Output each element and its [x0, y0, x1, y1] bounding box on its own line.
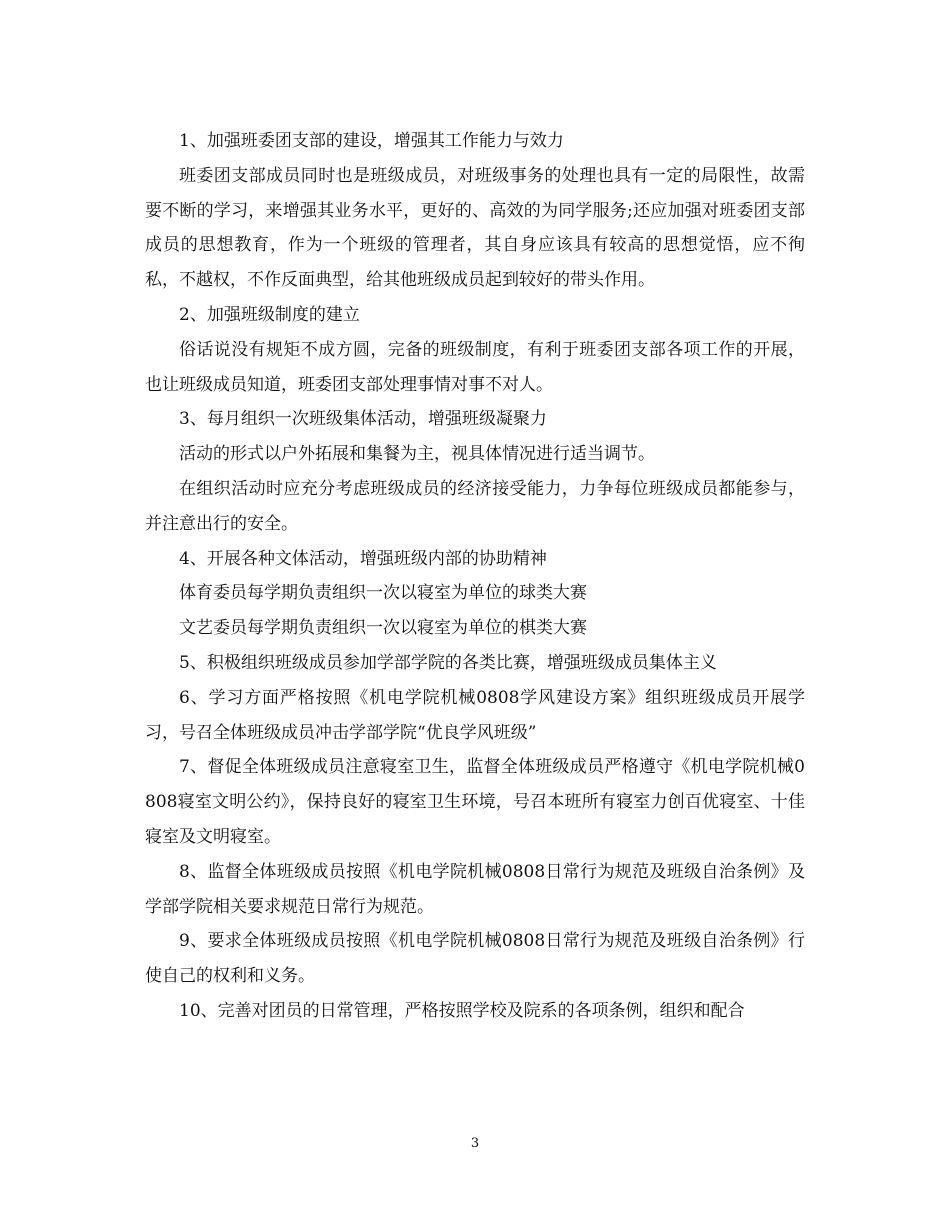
- section-heading-2: 2、加强班级制度的建立: [179, 304, 360, 325]
- section-heading-1: 1、加强班委团支部的建设，增强其工作能力与效力: [179, 131, 564, 151]
- document-body: [145, 124, 805, 1029]
- section-heading-4: 4、开展各种文体活动，增强班级内部的协助精神: [179, 548, 547, 569]
- paragraph: 俗话说没有规矩不成方圆，完备的班级制度，有利于班委团支部各项工作的开展，也让班级成员知道，班委团支部处理事情对事不对人。: [145, 339, 805, 395]
- paragraph: 10、完善对团员的日常管理，严格按照学校及院系的各项条例，组织和配合: [179, 1000, 745, 1021]
- paragraph: 体育委员每学期负责组织一次以寝室为单位的球类大赛: [179, 583, 587, 604]
- paragraph: 班委团支部成员同时也是班级成员，对班级事务的处理也具有一定的局限性，故需要不断的学习，来增强其业务水平，更好的、高效的为同学服务;还应加强对班委团支部成员的思想教育，作为一个班级的管理者，其自身应该具有较高的思想觉悟，应不徇私，不越权，不作反面典型，给其他班级成员起到较好的带头作用。: [145, 165, 805, 291]
- paragraph: 8、监督全体班级成员按照《机电学院机械0808日常行为规范及班级自治条例》及学部学院相关要求规范日常行为规范。: [145, 861, 805, 917]
- paragraph: 6、学习方面严格按照《机电学院机械0808学风建设方案》组织班级成员开展学习，号召全体班级成员冲击学部学院“优良学风班级”: [145, 687, 805, 743]
- section-heading-5: 5、积极组织班级成员参加学部学院的各类比赛，增强班级成员集体主义: [179, 652, 717, 673]
- page-number: 3: [470, 1136, 480, 1151]
- paragraph: 9、要求全体班级成员按照《机电学院机械0808日常行为规范及班级自治条例》行使自己的权利和义务。: [145, 931, 805, 987]
- section-heading-3: 3、每月组织一次班级集体活动，增强班级凝聚力: [179, 409, 547, 430]
- paragraph: 文艺委员每学期负责组织一次以寝室为单位的棋类大赛: [179, 618, 587, 639]
- paragraph: 活动的形式以户外拓展和集餐为主，视具体情况进行适当调节。: [179, 444, 655, 465]
- paragraph: 在组织活动时应充分考虑班级成员的经济接受能力，力争每位班级成员都能参与，并注意出行的安全。: [145, 478, 805, 534]
- paragraph: 7、督促全体班级成员注意寝室卫生，监督全体班级成员严格遵守《机电学院机械0808寝室文明公约》，保持良好的寝室卫生环境，号召本班所有寝室力创百优寝室、十佳寝室及文明寝室。: [145, 757, 805, 847]
